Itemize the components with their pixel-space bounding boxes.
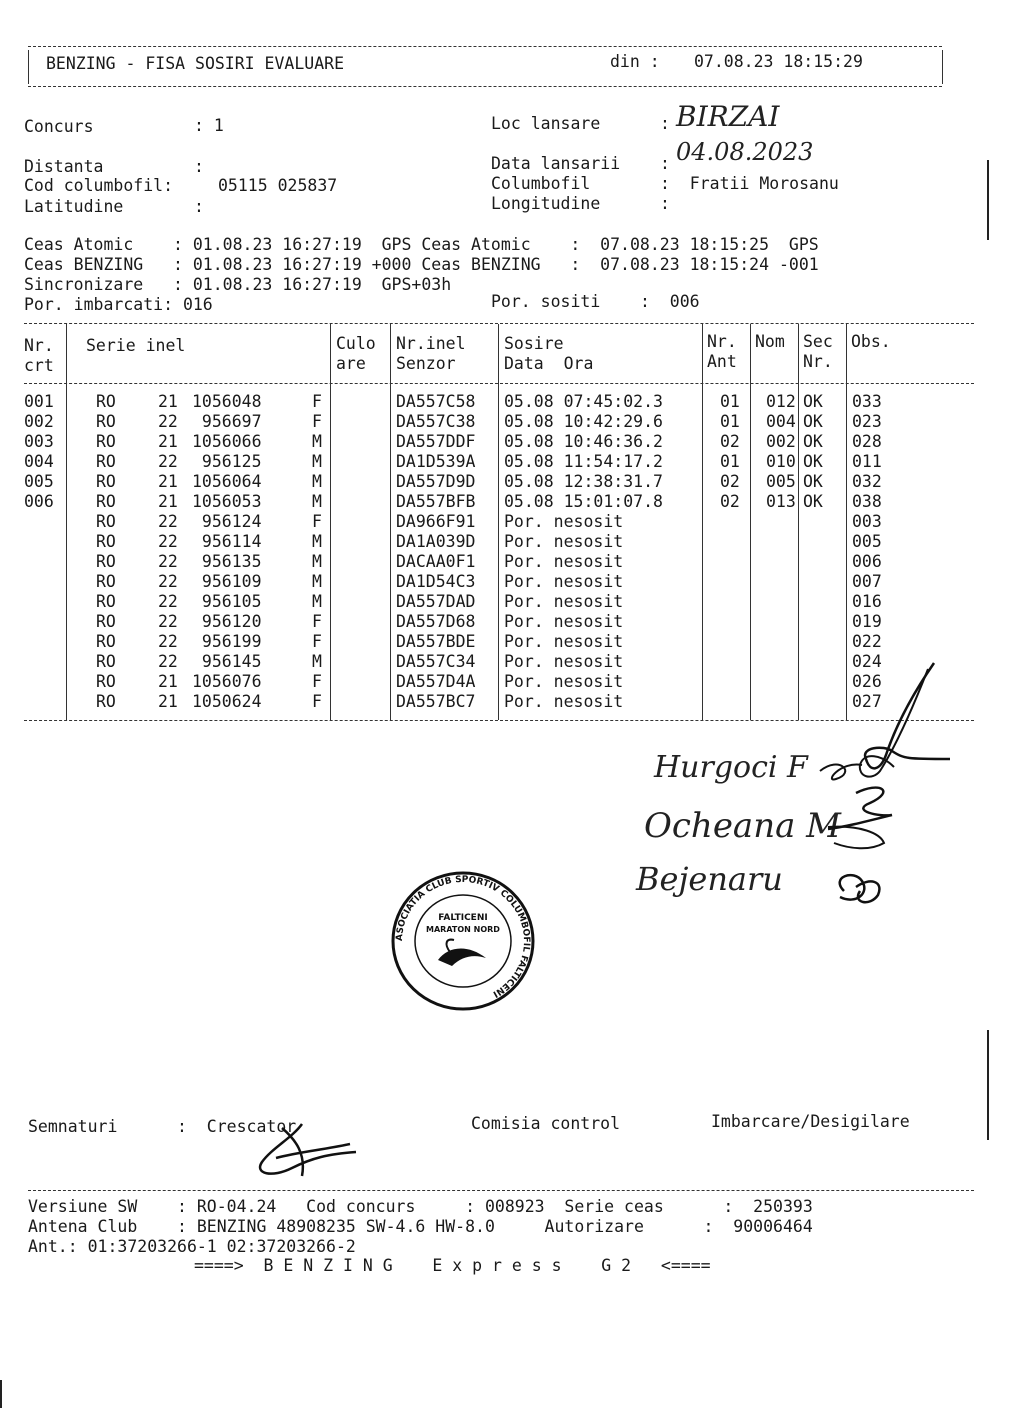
table-cell-sosire: 05.08 10:42:29.6 xyxy=(504,412,663,431)
loc-lansare-handwritten: BIRZAI xyxy=(676,100,780,133)
table-cell-sosire: Por. nesosit xyxy=(504,672,624,691)
longitudine-value: : xyxy=(660,194,670,213)
table-cell-senzor: DA557D68 xyxy=(396,612,476,631)
table-cell-an: 21 xyxy=(158,492,178,511)
col-header-senzor: Senzor xyxy=(396,354,456,373)
table-cell-sosire: 05.08 07:45:02.3 xyxy=(504,392,663,411)
table-cell-tara: RO xyxy=(96,392,116,411)
table-cell-ant: 01 xyxy=(720,412,740,431)
cod-columbofil-label: Cod columbofil: xyxy=(24,176,174,195)
table-cell-nr: 956145 xyxy=(192,652,262,671)
stamp-inner-line-1: MARATON NORD xyxy=(426,925,500,934)
concurs-value: : 1 xyxy=(194,116,224,135)
col-header-culo: Culo xyxy=(336,334,376,353)
table-cell-crt: 003 xyxy=(24,432,54,451)
header-left-border xyxy=(28,50,29,84)
col-header-serie-inel: Serie inel xyxy=(86,336,186,355)
table-cell-sex: F xyxy=(312,392,322,411)
imbarcare-desigilare-label: Imbarcare/Desigilare xyxy=(711,1112,910,1131)
col-header-sec: Sec xyxy=(803,332,833,351)
stamp-inner-line-2: FALTICENI xyxy=(438,913,488,923)
table-cell-sex: M xyxy=(312,492,322,511)
table-cell-obs: 003 xyxy=(852,512,882,531)
table-cell-ant: 02 xyxy=(720,472,740,491)
handwritten-name-2: Ocheana M xyxy=(644,806,841,846)
table-cell-nr: 956697 xyxy=(192,412,262,431)
table-cell-obs: 038 xyxy=(852,492,882,511)
table-cell-crt: 001 xyxy=(24,392,54,411)
table-cell-an: 21 xyxy=(158,672,178,691)
table-cell-tara: RO xyxy=(96,452,116,471)
table-cell-obs: 032 xyxy=(852,472,882,491)
table-cell-an: 22 xyxy=(158,532,178,551)
table-cell-sec: OK xyxy=(803,452,823,471)
table-cell-sec: OK xyxy=(803,492,823,511)
table-cell-nom: 002 xyxy=(766,432,796,451)
data-lansarii-label: Data lansarii xyxy=(491,154,621,173)
table-cell-nom: 005 xyxy=(766,472,796,491)
table-cell-obs: 028 xyxy=(852,432,882,451)
col-header-data-ora: Data Ora xyxy=(504,354,594,373)
table-cell-sex: M xyxy=(312,452,322,471)
clock-line-2: Ceas BENZING : 01.08.23 16:27:19 +000 Ceas BENZING : 07.08.23 18:15:24 -001 xyxy=(24,255,819,274)
table-cell-senzor: DA557BC7 xyxy=(396,692,476,711)
table-cell-nr: 956199 xyxy=(192,632,262,651)
table-cell-an: 22 xyxy=(158,652,178,671)
data-lansarii-colon: : xyxy=(660,154,670,173)
table-cell-sex: M xyxy=(312,552,322,571)
table-cell-an: 22 xyxy=(158,632,178,651)
scan-margin-mark xyxy=(0,1380,2,1408)
col-divider-nom xyxy=(798,324,799,720)
table-cell-an: 22 xyxy=(158,452,178,471)
table-cell-tara: RO xyxy=(96,552,116,571)
columbofil-label: Columbofil xyxy=(491,174,591,193)
print-datetime: 07.08.23 18:15:29 xyxy=(694,52,863,71)
table-cell-tara: RO xyxy=(96,512,116,531)
table-cell-tara: RO xyxy=(96,692,116,711)
table-cell-sosire: Por. nesosit xyxy=(504,692,624,711)
header-right-border xyxy=(942,50,943,84)
table-cell-nr: 1056064 xyxy=(192,472,262,491)
table-cell-nr: 1056048 xyxy=(192,392,262,411)
table-cell-sex: M xyxy=(312,472,322,491)
table-cell-nom: 010 xyxy=(766,452,796,471)
table-cell-sex: F xyxy=(312,412,322,431)
table-cell-obs: 006 xyxy=(852,552,882,571)
table-cell-sosire: Por. nesosit xyxy=(504,512,624,531)
table-cell-nr: 956114 xyxy=(192,532,262,551)
table-cell-an: 22 xyxy=(158,612,178,631)
table-cell-sex: M xyxy=(312,532,322,551)
table-cell-senzor: DA557DAD xyxy=(396,592,476,611)
col-header-nr: Nr. xyxy=(24,336,54,355)
col-divider-serie xyxy=(330,324,331,720)
table-cell-nr: 956125 xyxy=(192,452,262,471)
table-cell-senzor: DA557C34 xyxy=(396,652,476,671)
table-cell-senzor: DA1D539A xyxy=(396,452,476,471)
table-cell-senzor: DA1A039D xyxy=(396,532,476,551)
table-cell-an: 21 xyxy=(158,432,178,451)
col-header-nrinel: Nr.inel xyxy=(396,334,466,353)
table-cell-senzor: DA557D9D xyxy=(396,472,476,491)
col-divider-senzor xyxy=(498,324,499,720)
table-cell-tara: RO xyxy=(96,412,116,431)
table-cell-sec: OK xyxy=(803,412,823,431)
table-cell-sosire: 05.08 11:54:17.2 xyxy=(504,452,663,471)
table-cell-senzor: DA557D4A xyxy=(396,672,476,691)
clock-line-3: Sincronizare : 01.08.23 16:27:19 GPS+03h xyxy=(24,275,452,294)
col-divider-crt xyxy=(66,324,67,720)
col-header-nr-ant: Nr. xyxy=(707,332,737,351)
table-cell-tara: RO xyxy=(96,532,116,551)
table-cell-senzor: DA557C58 xyxy=(396,392,476,411)
table-cell-sex: M xyxy=(312,572,322,591)
table-header-rule xyxy=(24,383,974,384)
table-cell-tara: RO xyxy=(96,432,116,451)
crescator-signature-icon xyxy=(232,1118,362,1182)
table-cell-crt: 005 xyxy=(24,472,54,491)
col-header-nom: Nom xyxy=(755,332,785,351)
table-cell-senzor: DA1D54C3 xyxy=(396,572,476,591)
table-cell-crt: 004 xyxy=(24,452,54,471)
col-header-crt: crt xyxy=(24,356,54,375)
table-cell-sec: OK xyxy=(803,472,823,491)
table-cell-obs: 005 xyxy=(852,532,882,551)
semnaturi-line: Semnaturi : Crescator xyxy=(28,1117,297,1136)
table-cell-sosire: Por. nesosit xyxy=(504,612,624,631)
header-bottom-rule xyxy=(28,86,942,87)
col-divider-culoare xyxy=(390,324,391,720)
table-cell-tara: RO xyxy=(96,652,116,671)
table-cell-tara: RO xyxy=(96,632,116,651)
table-cell-sosire: Por. nesosit xyxy=(504,572,624,591)
sositi-line: Por. sositi : 006 xyxy=(491,292,700,311)
table-cell-sosire: 05.08 10:46:36.2 xyxy=(504,432,663,451)
table-cell-sec: OK xyxy=(803,432,823,451)
loc-lansare-colon: : xyxy=(660,114,670,133)
table-cell-an: 21 xyxy=(158,472,178,491)
table-cell-nr: 956109 xyxy=(192,572,262,591)
col-divider-sosire xyxy=(702,324,703,720)
table-cell-ant: 01 xyxy=(720,392,740,411)
footer-rule xyxy=(28,1190,974,1191)
table-cell-sex: M xyxy=(312,432,322,451)
table-cell-tara: RO xyxy=(96,592,116,611)
table-cell-crt: 006 xyxy=(24,492,54,511)
table-cell-an: 22 xyxy=(158,572,178,591)
table-cell-nr: 1056053 xyxy=(192,492,262,511)
table-cell-sex: F xyxy=(312,692,322,711)
col-divider-ant xyxy=(750,324,751,720)
concurs-label: Concurs xyxy=(24,117,94,136)
table-cell-obs: 023 xyxy=(852,412,882,431)
table-cell-sosire: Por. nesosit xyxy=(504,592,624,611)
table-cell-an: 22 xyxy=(158,512,178,531)
table-cell-nom: 012 xyxy=(766,392,796,411)
table-cell-an: 21 xyxy=(158,392,178,411)
table-cell-nr: 1056076 xyxy=(192,672,262,691)
handwritten-name-1: Hurgoci F xyxy=(654,750,808,785)
table-cell-an: 22 xyxy=(158,592,178,611)
table-cell-senzor: DA557DDF xyxy=(396,432,476,451)
table-cell-an: 21 xyxy=(158,692,178,711)
table-cell-nom: 013 xyxy=(766,492,796,511)
table-top-rule xyxy=(24,323,974,324)
col-header-obs: Obs. xyxy=(851,332,891,351)
table-cell-ant: 02 xyxy=(720,492,740,511)
distanta-value: : xyxy=(194,157,204,176)
table-cell-nr: 1050624 xyxy=(192,692,262,711)
table-cell-obs: 033 xyxy=(852,392,882,411)
table-cell-obs: 016 xyxy=(852,592,882,611)
table-cell-obs: 024 xyxy=(852,652,882,671)
table-cell-tara: RO xyxy=(96,492,116,511)
clock-line-1: Ceas Atomic : 01.08.23 16:27:19 GPS Ceas Atomic : 07.08.23 18:15:25 GPS xyxy=(24,235,819,254)
document-title: BENZING - FISA SOSIRI EVALUARE xyxy=(46,54,345,73)
table-cell-senzor: DA557BFB xyxy=(396,492,476,511)
footer-line-2: Antena Club : BENZING 48908235 SW-4.6 HW-8.0 Autorizare : 90006464 xyxy=(28,1217,813,1236)
footer-line-1: Versiune SW : RO-04.24 Cod concurs : 008923 Serie ceas : 250393 xyxy=(28,1197,813,1216)
latitudine-label: Latitudine xyxy=(24,197,124,216)
table-cell-tara: RO xyxy=(96,672,116,691)
table-cell-tara: RO xyxy=(96,472,116,491)
handwritten-name-3: Bejenaru xyxy=(636,860,783,898)
col-header-sosire: Sosire xyxy=(504,334,564,353)
table-cell-obs: 027 xyxy=(852,692,882,711)
distanta-label: Distanta xyxy=(24,157,104,176)
table-cell-sosire: 05.08 12:38:31.7 xyxy=(504,472,663,491)
table-cell-nr: 956135 xyxy=(192,552,262,571)
din-label: din : xyxy=(610,52,660,71)
table-cell-obs: 019 xyxy=(852,612,882,631)
table-cell-nr: 956105 xyxy=(192,592,262,611)
cod-columbofil-value: 05115 025837 xyxy=(218,176,338,195)
signature-scribbles-icon xyxy=(800,655,960,920)
table-cell-an: 22 xyxy=(158,552,178,571)
table-cell-crt: 002 xyxy=(24,412,54,431)
table-cell-tara: RO xyxy=(96,572,116,591)
table-cell-sex: F xyxy=(312,632,322,651)
latitudine-value: : xyxy=(194,197,204,216)
table-cell-nom: 004 xyxy=(766,412,796,431)
table-cell-nr: 956124 xyxy=(192,512,262,531)
table-cell-sosire: Por. nesosit xyxy=(504,652,624,671)
footer-line-3: Ant.: 01:37203266-1 02:37203266-2 xyxy=(28,1237,356,1256)
table-cell-nr: 1056066 xyxy=(192,432,262,451)
table-cell-sosire: Por. nesosit xyxy=(504,532,624,551)
comisia-control-label: Comisia control xyxy=(471,1114,621,1133)
table-cell-senzor: DACAA0F1 xyxy=(396,552,476,571)
data-lansarii-handwritten: 04.08.2023 xyxy=(676,138,814,166)
stamp-outer-text: ASOCIATIA CLUB SPORTIV COLUMBOFIL FALTICENI xyxy=(394,874,532,999)
longitudine-label: Longitudine xyxy=(491,194,601,213)
imbarcati-line: Por. imbarcati: 016 xyxy=(24,295,213,314)
table-cell-ant: 01 xyxy=(720,452,740,471)
loc-lansare-label: Loc lansare xyxy=(491,114,601,133)
table-cell-ant: 02 xyxy=(720,432,740,451)
table-cell-sosire: Por. nesosit xyxy=(504,552,624,571)
table-cell-senzor: DA557BDE xyxy=(396,632,476,651)
table-cell-sosire: 05.08 15:01:07.8 xyxy=(504,492,663,511)
table-cell-an: 22 xyxy=(158,412,178,431)
table-cell-sosire: Por. nesosit xyxy=(504,632,624,651)
table-cell-obs: 007 xyxy=(852,572,882,591)
table-cell-obs: 022 xyxy=(852,632,882,651)
table-cell-nr: 956120 xyxy=(192,612,262,631)
table-cell-obs: 011 xyxy=(852,452,882,471)
scan-margin-mark xyxy=(987,1030,989,1140)
header-top-rule xyxy=(28,46,942,47)
footer-banner: ====> B E N Z I N G E x p r e s s G 2 <==== xyxy=(194,1256,711,1275)
table-cell-sex: M xyxy=(312,652,322,671)
table-cell-sec: OK xyxy=(803,392,823,411)
table-cell-sex: F xyxy=(312,672,322,691)
table-cell-tara: RO xyxy=(96,612,116,631)
table-cell-senzor: DA557C38 xyxy=(396,412,476,431)
table-cell-sex: M xyxy=(312,592,322,611)
table-cell-senzor: DA966F91 xyxy=(396,512,476,531)
col-header-ant: Ant xyxy=(707,352,737,371)
columbofil-value: : Fratii Morosanu xyxy=(660,174,839,193)
club-stamp-icon xyxy=(388,868,538,1014)
table-cell-obs: 026 xyxy=(852,672,882,691)
table-cell-sex: F xyxy=(312,512,322,531)
scan-margin-mark xyxy=(987,160,989,240)
col-header-are: are xyxy=(336,354,366,373)
col-header-sec-nr: Nr. xyxy=(803,352,833,371)
table-cell-sex: F xyxy=(312,612,322,631)
